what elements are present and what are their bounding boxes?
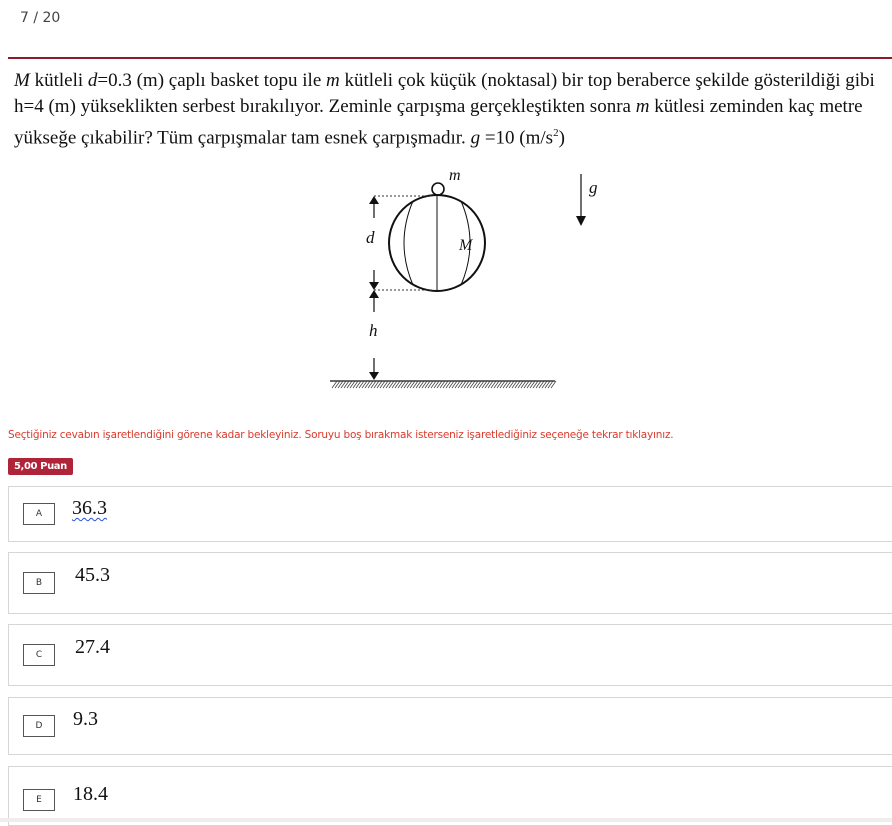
- ground-hatch-mark: [347, 381, 352, 388]
- ground-hatch-mark: [467, 381, 472, 388]
- ground-hatch-mark: [425, 381, 430, 388]
- ground-hatch-mark: [527, 381, 532, 388]
- scroll-track: [0, 818, 892, 822]
- ground-hatch-mark: [533, 381, 538, 388]
- ground-hatch-mark: [536, 381, 541, 388]
- option-a-value: 36.3: [72, 497, 107, 519]
- ground-hatch-mark: [488, 381, 493, 388]
- header-divider: [8, 57, 892, 59]
- ground-hatch-mark: [449, 381, 454, 388]
- ground-hatch-mark: [401, 381, 406, 388]
- ground-hatch-mark: [455, 381, 460, 388]
- ground-hatch-mark: [548, 381, 553, 388]
- ground-hatch-mark: [338, 381, 343, 388]
- option-c-letter[interactable]: C: [23, 644, 55, 666]
- ground-hatch-mark: [542, 381, 547, 388]
- physics-diagram: [320, 160, 620, 395]
- ground-hatch-mark: [377, 381, 382, 388]
- option-c[interactable]: [8, 624, 892, 686]
- ground-hatch-mark: [452, 381, 457, 388]
- ground-hatch-mark: [344, 381, 349, 388]
- ground-hatch-mark: [530, 381, 535, 388]
- ground-hatch-mark: [368, 381, 373, 388]
- ground-hatch-mark: [356, 381, 361, 388]
- option-d-value: 9.3: [73, 708, 98, 730]
- ground-hatch-mark: [497, 381, 502, 388]
- label-m: m: [449, 167, 461, 184]
- option-b-letter[interactable]: B: [23, 572, 55, 594]
- ground-hatch-mark: [386, 381, 391, 388]
- ground-hatch-mark: [341, 381, 346, 388]
- ground-hatch-mark: [515, 381, 520, 388]
- ground-hatch-mark: [503, 381, 508, 388]
- ground-hatch-mark: [392, 381, 397, 388]
- ground-hatch-mark: [422, 381, 427, 388]
- ground-hatch-mark: [407, 381, 412, 388]
- ground-hatch-mark: [491, 381, 496, 388]
- ground-hatch-mark: [398, 381, 403, 388]
- ground-hatch-mark: [335, 381, 340, 388]
- ground-hatch-mark: [410, 381, 415, 388]
- ground-hatch-mark: [374, 381, 379, 388]
- ground-hatch-mark: [464, 381, 469, 388]
- ground-hatch-mark: [482, 381, 487, 388]
- ground-hatch-mark: [362, 381, 367, 388]
- ground-hatch-mark: [380, 381, 385, 388]
- question-counter: 7 / 20: [20, 10, 61, 26]
- label-h: h: [369, 321, 378, 340]
- ground-hatch-mark: [524, 381, 529, 388]
- ground-hatch-mark: [458, 381, 463, 388]
- small-ball: [432, 183, 444, 195]
- ground-hatch-mark: [539, 381, 544, 388]
- option-e-value: 18.4: [73, 783, 108, 805]
- option-e[interactable]: [8, 766, 892, 826]
- label-g: g⃗: [589, 178, 611, 197]
- option-c-value: 27.4: [75, 636, 110, 658]
- option-b[interactable]: [8, 552, 892, 614]
- ground-hatch-mark: [545, 381, 550, 388]
- question-text: M kütleli d=0.3 (m) çaplı basket topu ile m kütleli çok küçük (noktasal) bir top beraberce şekilde gösterildiği gibi h=4 (m) yükseklikten serbest bırakılıyor. Zeminle çarpışma gerçekleştikten sonra m kütlesi zeminden kaç metre yükseğe çıkabilir? Tüm çarpışmalar tam esnek çarpışmadır. g =10 $(m/s^2)$: [14, 70, 875, 149]
- ground-hatch-mark: [551, 381, 556, 388]
- ground-hatch-mark: [443, 381, 448, 388]
- ground-hatch-mark: [509, 381, 514, 388]
- ground-hatch-mark: [485, 381, 490, 388]
- ground-hatch-mark: [383, 381, 388, 388]
- ground-hatch-mark: [440, 381, 445, 388]
- option-b-value: 45.3: [75, 564, 110, 586]
- ground-hatch-mark: [395, 381, 400, 388]
- ground-hatch-mark: [470, 381, 475, 388]
- ground-hatch-mark: [506, 381, 511, 388]
- ground-hatch-mark: [428, 381, 433, 388]
- ground-hatch-mark: [416, 381, 421, 388]
- label-d: d: [366, 228, 375, 247]
- label-M: M: [459, 237, 473, 254]
- option-d[interactable]: [8, 697, 892, 755]
- ground-hatch-mark: [494, 381, 499, 388]
- basketball-seam-left: [404, 201, 413, 285]
- ground-hatch-mark: [332, 381, 337, 388]
- points-badge: 5,00 Puan: [8, 458, 73, 475]
- ground-hatch-mark: [389, 381, 394, 388]
- ground-hatch-mark: [350, 381, 355, 388]
- ground-hatch-mark: [371, 381, 376, 388]
- ground-hatch-mark: [413, 381, 418, 388]
- ground-hatch-mark: [353, 381, 358, 388]
- ground-hatch-mark: [437, 381, 442, 388]
- ground-hatch-mark: [476, 381, 481, 388]
- question-var-M: M: [14, 70, 30, 91]
- ground-hatch-mark: [479, 381, 484, 388]
- ground-hatch-mark: [434, 381, 439, 388]
- ground-hatch-mark: [461, 381, 466, 388]
- ground-hatch-mark: [512, 381, 517, 388]
- ground-hatch-mark: [521, 381, 526, 388]
- option-e-letter[interactable]: E: [23, 789, 55, 811]
- ground-hatch: [332, 381, 556, 388]
- option-a[interactable]: [8, 486, 892, 542]
- ground-hatch-mark: [419, 381, 424, 388]
- ground-hatch-mark: [473, 381, 478, 388]
- option-a-letter[interactable]: A: [23, 503, 55, 525]
- ground-hatch-mark: [404, 381, 409, 388]
- ground-hatch-mark: [446, 381, 451, 388]
- ground-hatch-mark: [359, 381, 364, 388]
- ground-hatch-mark: [365, 381, 370, 388]
- ground-hatch-mark: [518, 381, 523, 388]
- ground-hatch-mark: [500, 381, 505, 388]
- instruction-notice: Seçtiğiniz cevabın işaretlendiğini görene kadar bekleyiniz. Soruyu boş bırakmak isterseniz işaretlediğiniz seçeneğe tekrar tıklayınız.: [8, 429, 674, 441]
- option-d-letter[interactable]: D: [23, 715, 55, 737]
- ground-hatch-mark: [431, 381, 436, 388]
